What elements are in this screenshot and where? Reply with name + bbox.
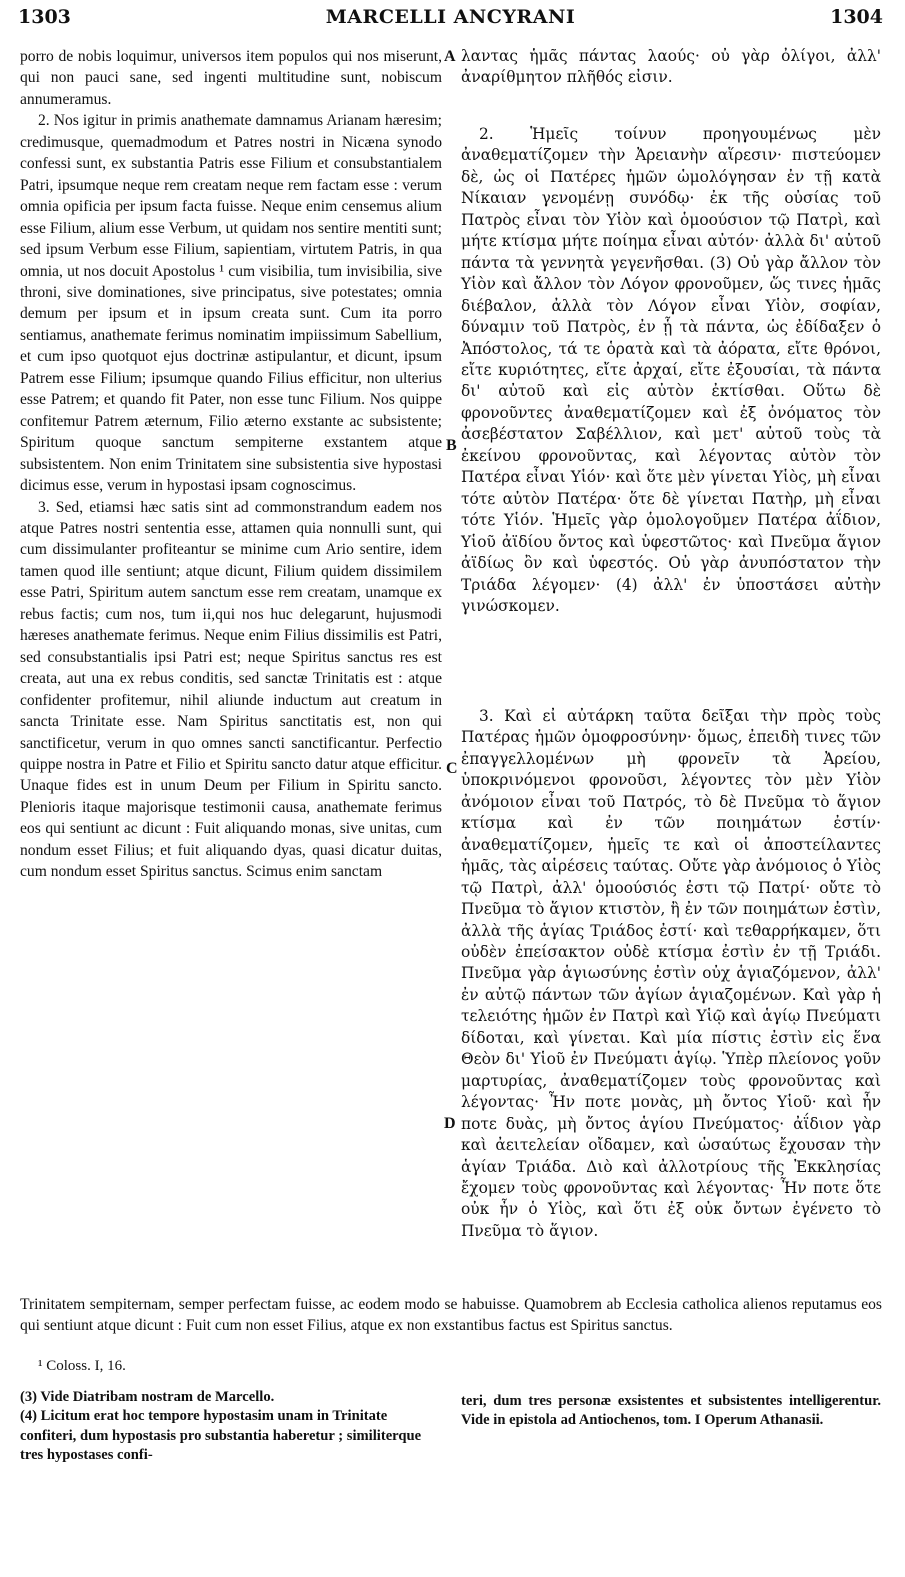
latin-column xyxy=(20,46,442,883)
section-marker-a: A xyxy=(444,48,456,65)
latin-paragraph-2: 2. Nos igitur in primis anathemate damnamus Arianam hæresim; credimusque, quemadmodum et Patres nostri in Nicæna synodo confessi sunt, ex substantia Patris esse Filium et consubstantialem Patri, ipsumque neque rem creatam neque rem factam esse : verum omnia opificia per ipsum facta fuisse. Neque enim censemus alium esse Filium, alium esse Verbum, ut quidam nos sentire mentiti sunt; sed ipsum Verbum esse Filium, sapientiam, virtutem Patris, in qua omnia, ut nos docuit Apostolus ¹ cum visibilia, tum invisibilia, sive throni, sive dominationes, sive principatus, sive potestates; omnia demum per ipsum et in ipsum creata sunt. Cum ita porro sentiamus, anathemate ferimus nominatim impiissimum Sabellium, et cum ipso quotquot ejus doctrinæ astipulantur, et dicunt, ipsum Patrem esse Filium; ipsumque quando Filius efficitur, non ulterius esse Patrem; et quando fit Pater, non esse tunc Filium. Nos quippe confitemur Patrem æternum, Filio æterno exstante ac subsistente; Spiritum quoque sanctum sempiterne exstantem atque subsistentem. Non enim Trinitatem sine subsistentia sive hypostasi dicimus esse, verum in hypostasi ipsam cognoscimus. xyxy=(20,112,442,495)
page-number-right: 1304 xyxy=(830,6,883,28)
notes-left xyxy=(20,1388,442,1466)
notes-right xyxy=(461,1392,881,1431)
latin-paragraph-1: porro de nobis loquimur, universos item populos qui nos miserunt, qui non pauci sane, sed ingenti multitudine sunt, nobiscum annumeramus. xyxy=(20,48,442,108)
greek-paragraph-1: λαντας ἡμᾶς πάντας λαούς· οὐ γὰρ ὀλίγοι, ἀλλ' ἀναρίθμητον πλῆθός εἰσιν. xyxy=(461,47,881,87)
section-marker-c: C xyxy=(446,760,458,777)
greek-paragraph-2: 2. Ἡμεῖς τοίνυν προηγουμένως μὲν ἀναθεματίζομεν τὴν Ἀρειανὴν αἵρεσιν· πιστεύομεν δὲ, ὡς οἱ Πατέρες ἡμῶν ὡμολόγησαν ἐν τῇ κατὰ Νίκαιαν γενομένῃ συνόδῳ· ἐκ τῆς οὐσίας τοῦ Πατρὸς εἶναι τὸν Υἱὸν καὶ ὁμοούσιον τῷ Πατρὶ, καὶ μήτε κτίσμα μήτε ποίημα εἶναι αὐτόν· ἀλλὰ δι' αὐτοῦ πάντα τὰ γεννητὰ γεγενῆσθαι. (3) Οὐ γὰρ ἄλλον τὸν Υἱὸν καὶ ἄλλον τὸν Λόγον φρονοῦμεν, ὥς τινες ἡμᾶς διέβαλον, ἀλλὰ τὸν Λόγον εἶναι Υἱὸν, σοφίαν, δύναμιν τοῦ Πατρὸς, ἐν ᾗ τὰ πάντα, ὡς ἐδίδαξεν ὁ Ἀπόστολος, τά τε ὁρατὰ καὶ τὰ ἀόρατα, εἴτε θρόνοι, εἴτε κυριότητες, εἴτε ἀρχαί, εἴτε ἐξουσίαι, τὰ πάντα δι' αὐτοῦ καὶ εἰς αὐτὸν ἐκτίσθαι. Οὕτω δὲ φρονοῦντες ἀναθεματίζομεν καὶ ἐξ ὀνόματος τὸν ἀσεβέστατον Σαβέλλιον, καὶ μετ' αὐτοῦ τοὺς τὰ ἐκείνου φρονοῦντας, καὶ λέγοντας αὐτὸν τὸν Πατέρα εἶναι Υἱόν· καὶ ὅτε μὲν γίνεται Υἱὸς, μὴ εἶναι τότε αὐτὸν Πατέρα· ὅτε δὲ γίνεται Πατὴρ, μὴ εἶναι τότε Υἱόν. Ἡμεῖς γὰρ ὁμολογοῦμεν Πατέρα ἀΐδιον, Υἱοῦ ἀϊδίου ὄντος καὶ ὑφεστῶτος· καὶ Πνεῦμα ἅγιον ἀϊδίως ὂν καὶ ὑφεστός. Οὐ γὰρ ἀνυπόστατον τὴν Τριάδα λέγομεν· (4) ἀλλ' ἐν ὑποστάσει αὐτὴν γινώσκομεν. xyxy=(461,125,881,615)
running-title: MARCELLI ANCYRANI xyxy=(325,6,576,28)
section-marker-b: B xyxy=(446,437,457,454)
greek-column-3 xyxy=(461,706,881,1242)
greek-column-2 xyxy=(461,124,881,617)
greek-column xyxy=(461,46,881,89)
note-4: (4) Licitum erat hoc tempore hypostasim unam in Trinitate confiteri, dum hypostasis pro substantia haberetur ; similiterque tres hypostases confi- xyxy=(20,1408,422,1464)
page-number-left: 1303 xyxy=(18,6,71,28)
page-header xyxy=(18,6,883,36)
note-3: (3) Vide Diatribam nostram de Marcello. xyxy=(20,1389,275,1405)
full-width-text: Trinitatem sempiternam, semper perfectam fuisse, ac eodem modo se habuisse. Quamobrem ab Ecclesia catholica alienos reputamus eos qui sentiunt atque dicunt : Fuit cum non esset Filius, atque ex non exstantibus factus est Spiritus sanctus. xyxy=(20,1296,882,1335)
latin-paragraph-3: 3. Sed, etiamsi hæc satis sint ad commonstrandum eadem nos atque Patres nostri sententia esse, attamen quia nonnulli sunt, qui cum dissimulanter profiteantur se minime cum Ario sentire, idem tamen quod ille sentiunt; atque dicunt, Filium quidem dissimilem esse Patri, Spiritum autem sanctum esse rem creatam, unamque ex rebus factis; cum nos, tum ii,qui nos huc delegarunt, hujusmodi hæreses anathemate ferimus. Neque enim Filius dissimilis est Patri, sed consubstantialis ipsi Patri est; neque Spiritus sanctus res est creata, aut una ex rebus conditis, sed sanctæ Trinitatis est : atque confidenter profitemur, nihil aliunde inductum aut creatum in sancta Trinitate esse. Nam Spiritus sanctitatis est, non qui sanctificetur, verum in quo omnes sancti sanctificantur. Perfectio quippe nostra in Patre et Filio et Spiritu sancto datur atque efficitur. Unaque fides est in unum Deum per Filium in Spiritu sancto. Plenioris itaque majorisque testimonii causa, anathemate ferimus eos qui sentiunt ac dicunt : Fuit aliquando monas, sive unitas, cum nondum esset Filius; et fuit aliquando dyas, quasi dicatur duitas, cum nondum esset Spiritus sanctus. Scimus enim sanctam xyxy=(20,498,442,881)
full-width-continuation xyxy=(20,1294,882,1337)
greek-paragraph-3: 3. Καὶ εἰ αὐτάρκη ταῦτα δεῖξαι τὴν πρὸς τοὺς Πατέρας ἡμῶν ὁμοφροσύνην· ὅμως, ἐπειδὴ τινες τῶν ἐπαγγελλομένων μὴ φρονεῖν τὰ Ἀρείου, ὑποκρινόμενοι φρονοῦσι, λέγοντες τὸν μὲν Υἱὸν ἀνόμοιον εἶναι τοῦ Πατρός, τὸ δὲ Πνεῦμα τὸ ἅγιον κτίσμα καὶ ἐν τῶν ποιημάτων ἐστίν· ἀναθεματίζομεν, ἡμεῖς τε καὶ οἱ ἀποστείλαντες ἡμᾶς, τὰς αἱρέσεις ταύτας. Οὔτε γὰρ ἀνόμοιος ὁ Υἱὸς τῷ Πατρὶ, ἀλλ' ὁμοούσιός ἐστι τῷ Πατρί· οὔτε τὸ Πνεῦμα τὸ ἅγιον κτιστὸν, ἢ ἐν τῶν ποιημάτων ἐστὶν, ἀλλὰ τῆς ἁγίας Τριάδος ἐστί· καὶ τεθαρρήκαμεν, ὅτι οὐδὲν ἐπείσακτον οὐδὲ κτίσμα ἐστὶν ἐν τῇ Τριάδι. Πνεῦμα γὰρ ἁγιωσύνης ἐστὶν οὐχ ἁγιαζόμενον, ἀλλ' ἐν αὐτῷ πάντων τῶν ἁγίων ἁγιαζομένων. Καὶ γὰρ ἡ τελειότης ἡμῶν ἐν Πατρὶ καὶ Υἱῷ καὶ ἁγίῳ Πνεύματι δίδοται, καὶ γίνεται. Καὶ μία πίστις ἐστὶν εἰς ἕνα Θεὸν δι' Υἱοῦ ἐν Πνεύματι ἁγίῳ. Ὑπὲρ πλείονος γοῦν μαρτυρίας, ἀναθεματίζομεν τοὺς φρονοῦντας καὶ λέγοντας· Ἦν ποτε μονὰς, μὴ ὄντος Υἱοῦ· καὶ ἦν ποτε δυὰς, μὴ ὄντος ἁγίου Πνεύματος· ἀΐδιον γὰρ καὶ ἀειτελείαν οἴδαμεν, καὶ ὡσαύτως ἔχουσαν τὴν ἁγίαν Τριάδα. Διὸ καὶ ἀλλοτρίους τῆς Ἐκκλησίας ἔχομεν τοὺς φρονοῦντας καὶ λέγοντας· Ἦν ποτε ὅτε οὐκ ἦν ὁ Υἱὸς, καὶ ὅτι ἐξ οὐκ ὄντων ἐγένετο τὸ Πνεῦμα τὸ ἅγιον. xyxy=(461,707,881,1240)
note-4-continued: teri, dum tres personæ exsistentes et subsistentes intelligerentur. Vide in epistola ad Antiochenos, tom. I Operum Athanasii. xyxy=(461,1393,881,1429)
footnote-1: ¹ Coloss. I, 16. xyxy=(38,1358,126,1374)
section-marker-d: D xyxy=(444,1115,456,1132)
